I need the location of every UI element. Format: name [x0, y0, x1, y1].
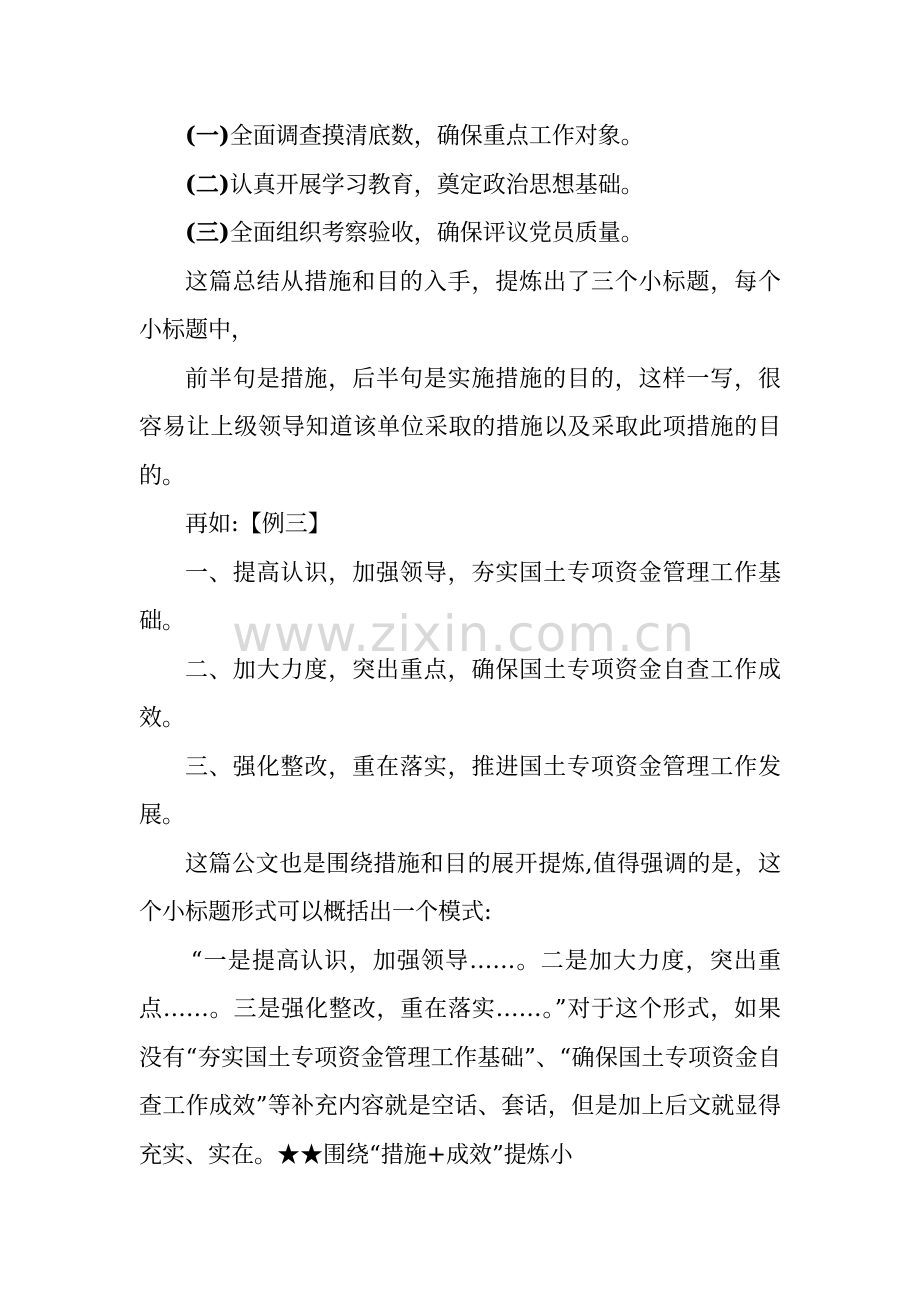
paragraph-example-item-2: 二、加大力度，突出重点，确保国土专项资金自查工作成效。: [139, 656, 781, 731]
paragraph-item-3: [139, 209, 781, 258]
watermark: www.zixin.com.cn: [232, 605, 696, 663]
item-text-2: 认真开展学习教育，奠定政治思想基础。: [229, 171, 644, 198]
item-text-3: 全面组织考察验收，确保评议党员质量。: [229, 220, 644, 246]
item-number-3: (三): [185, 219, 230, 246]
paragraph-example-heading: 再如:【例三】: [185, 511, 331, 537]
paragraph-pattern: “一是提高认识，加强领导……。二是加大力度，突出重点……。三是强化整改，重在落实……。”对于这个形式，如果没有“夯实国土专项资金管理工作基础”、“确保国土专项资金自查工作成效”等补充内容就是空话、套话，但是加上后文就显得充实、实在。★★围绕“措施+成效”提炼小: [139, 947, 781, 1168]
item-number-2: (二): [185, 170, 230, 198]
paragraph-summary-explain: 前半句是措施，后半句是实施措施的目的，这样一写，很容易让上级领导知道该单位采取的措施以及采取此项措施的目的。: [139, 365, 781, 489]
item-text-1: 全面调查摸清底数，确保重点工作对象。: [229, 123, 644, 149]
paragraph-example-item-3: 三、强化整改，重在落实，推进国土专项资金管理工作发展。: [139, 753, 781, 828]
paragraph-item-1: [139, 112, 781, 161]
item-number-1: (一): [185, 122, 230, 149]
paragraph-commentary: 这篇公文也是围绕措施和目的展开提炼,值得强调的是，这个小标题形式可以概括出一个模式:: [139, 850, 781, 925]
paragraph-item-2: [139, 161, 781, 210]
paragraph-summary-intro: 这篇总结从措施和目的入手，提炼出了三个小标题，每个小标题中，: [139, 268, 781, 343]
document-body: [139, 112, 781, 1179]
paragraph-example-item-1: 一、提高认识，加强领导，夯实国土专项资金管理工作基础。: [139, 559, 781, 634]
